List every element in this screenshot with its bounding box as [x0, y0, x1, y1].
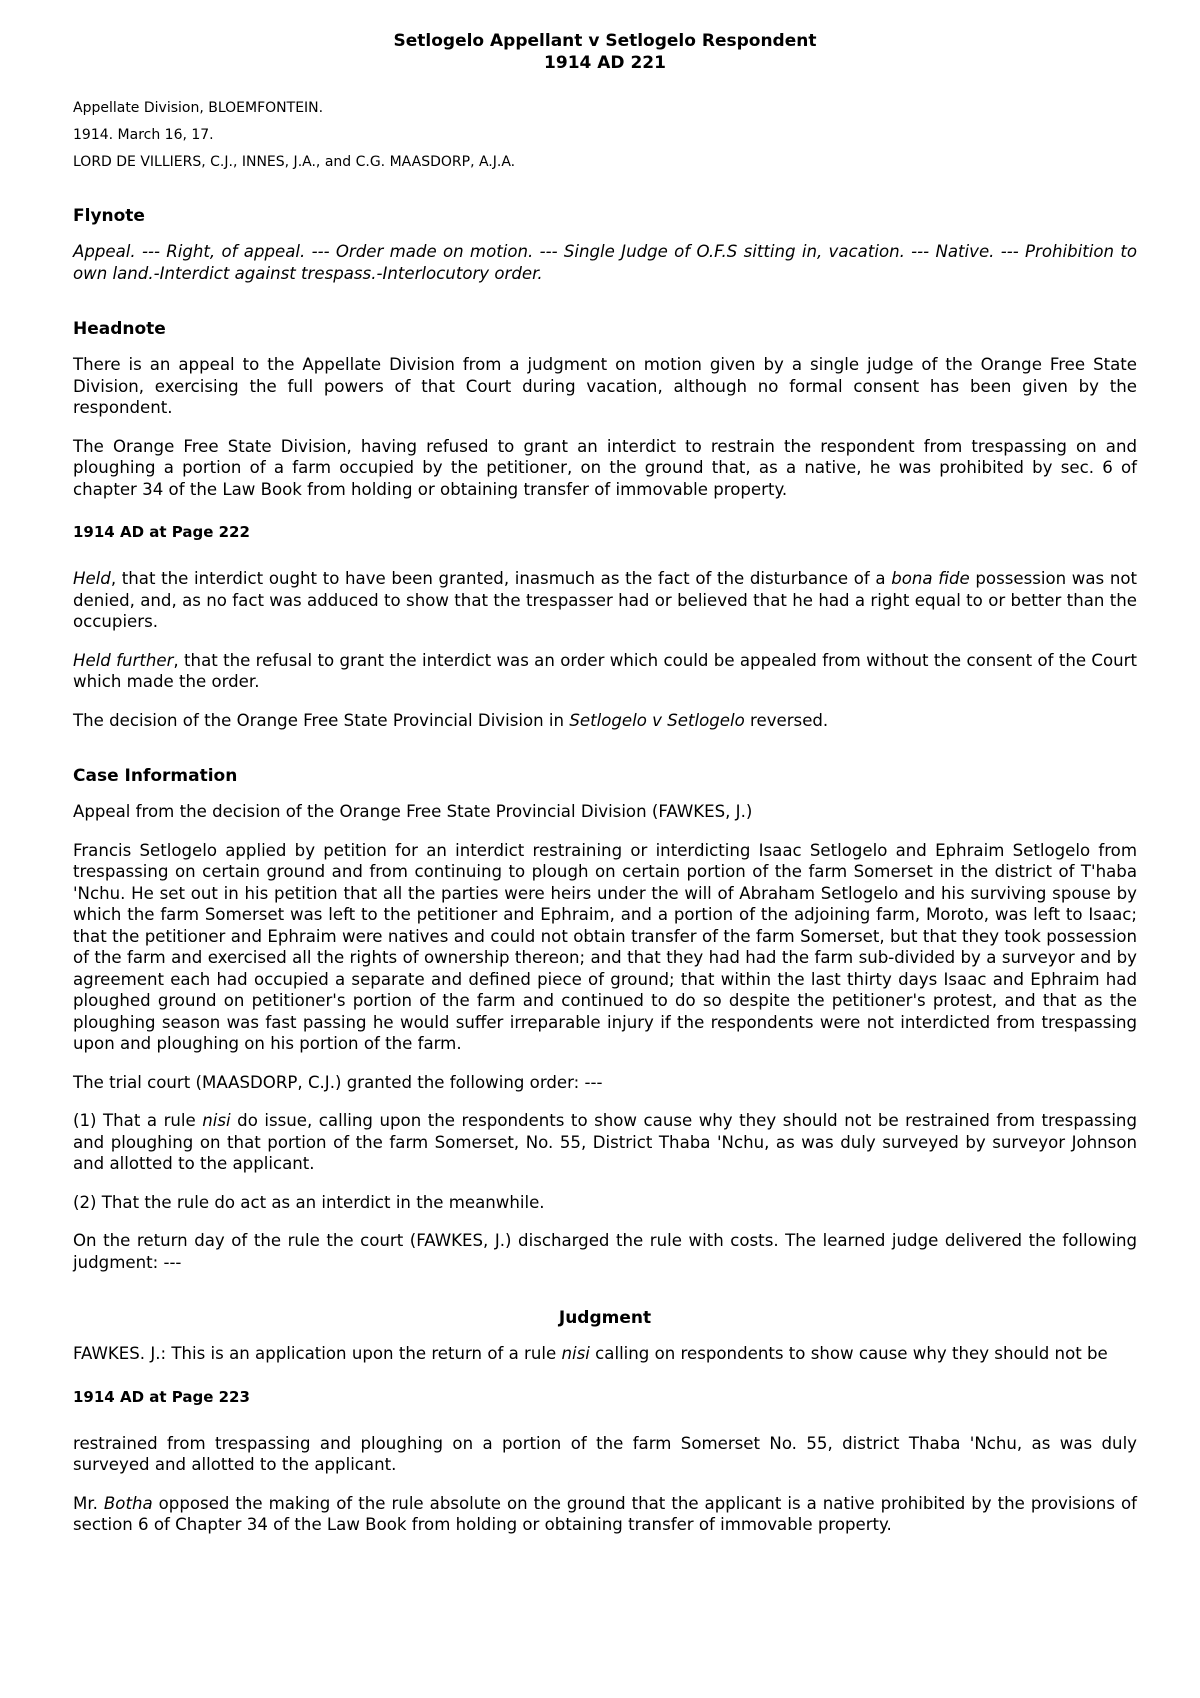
judgment-paragraph: FAWKES. J.: This is an application upon the return of a rule nisi calling on respondents to show cause why they should not be [73, 1344, 1108, 1363]
decision-paragraph: The decision of the Orange Free State Provincial Division in Setlogelo v Setlogelo reversed. [73, 710, 829, 730]
judgment-paragraph: restrained from trespassing and ploughing on a portion of the farm Somerset No. 55, district Thaba 'Nchu, as was duly surveyed and allotted to the applicant. [73, 1433, 1137, 1474]
document-page [73, 0, 1137, 1536]
headnote-heading: Headnote [73, 319, 166, 339]
headnote-paragraph: The Orange Free State Division, having refused to grant an interdict to restrain the respondent from trespassing on and ploughing a portion of a farm occupied by the petitioner, on the ground that, as a native, he was prohibited by sec. 6 of chapter 34 of the Law Book from holding or obtaining transfer of immovable property. [73, 436, 1137, 499]
case-info-paragraph: Francis Setlogelo applied by petition for an interdict restraining or interdicting Isaac Setlogelo and Ephraim Setlogelo from trespassing on certain ground and from continuing to plough on certain portion of the farm Somerset in the district of T'haba 'Nchu. He set out in his petition that all the parties were heirs under the will of Abraham Setlogelo and his surviving spouse by which the farm Somerset was left to the petitioner and Ephraim, and a portion of the adjoining farm, Moroto, was left to Isaac; that the petitioner and Ephraim were natives and could not obtain transfer of the farm Somerset, but that they took possession of the farm and exercised all the rights of ownership thereon; and that they had had the farm sub-divided by a surveyor and by agreement each had occupied a separate and defined piece of ground; that within the last thirty days Isaac and Ephraim had ploughed ground on petitioner's portion of the farm and continued to do so despite the petitioner's protest, and that as the ploughing season was fast passing he would suffer irreparable injury if the respondents were not interdicted from trespassing upon and ploughing on his portion of the farm. [73, 840, 1137, 1053]
case-meta [73, 99, 1137, 171]
judges: LORD DE VILLIERS, C.J., INNES, J.A., and C.G. MAASDORP, A.J.A. [73, 154, 516, 170]
judgment-paragraph: Mr. Botha opposed the making of the rule absolute on the ground that the applicant is a native prohibited by the provisions of section 6 of Chapter 34 of the Law Book from holding or obtaining transfer of immovable property. [73, 1493, 1137, 1534]
case-info-paragraph: On the return day of the rule the court (FAWKES, J.) discharged the rule with costs. The learned judge delivered the following judgment: --- [73, 1231, 1137, 1272]
flynote-heading: Flynote [73, 206, 145, 226]
held-paragraph: Held, that the interdict ought to have been granted, inasmuch as the fact of the disturbance of a bona fide possession was not denied, and, as no fact was adduced to show that the trespasser had or believed that he had a right equal to or better than the occupiers. [73, 569, 1138, 631]
flynote-text: Appeal. --- Right, of appeal. --- Order made on motion. --- Single Judge of O.F.S sitting in, vacation. --- Native. --- Prohibition to own land.-Interdict against trespass.-Interlocutory order. [73, 242, 1137, 283]
judgment-heading: Judgment [558, 1308, 652, 1328]
court-name: Appellate Division, BLOEMFONTEIN. [73, 100, 324, 116]
page-marker: 1914 AD at Page 222 [73, 523, 250, 541]
order-item: (1) That a rule nisi do issue, calling upon the respondents to show cause why they should not be restrained from trespassing and ploughing on that portion of the farm Somerset, No. 55, District Thaba 'Nchu, as was duly surveyed by surveyor Johnson and allotted to the applicant. [73, 1111, 1137, 1173]
held-further-paragraph: Held further, that the refusal to grant the interdict was an order which could be appealed from without the consent of the Court which made the order. [73, 650, 1137, 691]
document-title [73, 30, 1137, 74]
case-info-paragraph: Appeal from the decision of the Orange Free State Provincial Division (FAWKES, J.) [73, 802, 753, 821]
order-item: (2) That the rule do act as an interdict in the meanwhile. [73, 1192, 545, 1212]
case-info-paragraph: The trial court (MAASDORP, C.J.) granted the following order: --- [73, 1072, 603, 1092]
case-title: Setlogelo Appellant v Setlogelo Respondent [393, 31, 817, 51]
page-marker: 1914 AD at Page 223 [73, 1387, 250, 1406]
case-citation: 1914 AD 221 [544, 53, 666, 73]
hearing-date: 1914. March 16, 17. [73, 127, 214, 143]
case-information-heading: Case Information [73, 766, 238, 786]
headnote-paragraph: There is an appeal to the Appellate Division from a judgment on motion given by a single judge of the Orange Free State Division, exercising the full powers of that Court during vacation, although no formal consent has been given by the respondent. [73, 355, 1137, 417]
